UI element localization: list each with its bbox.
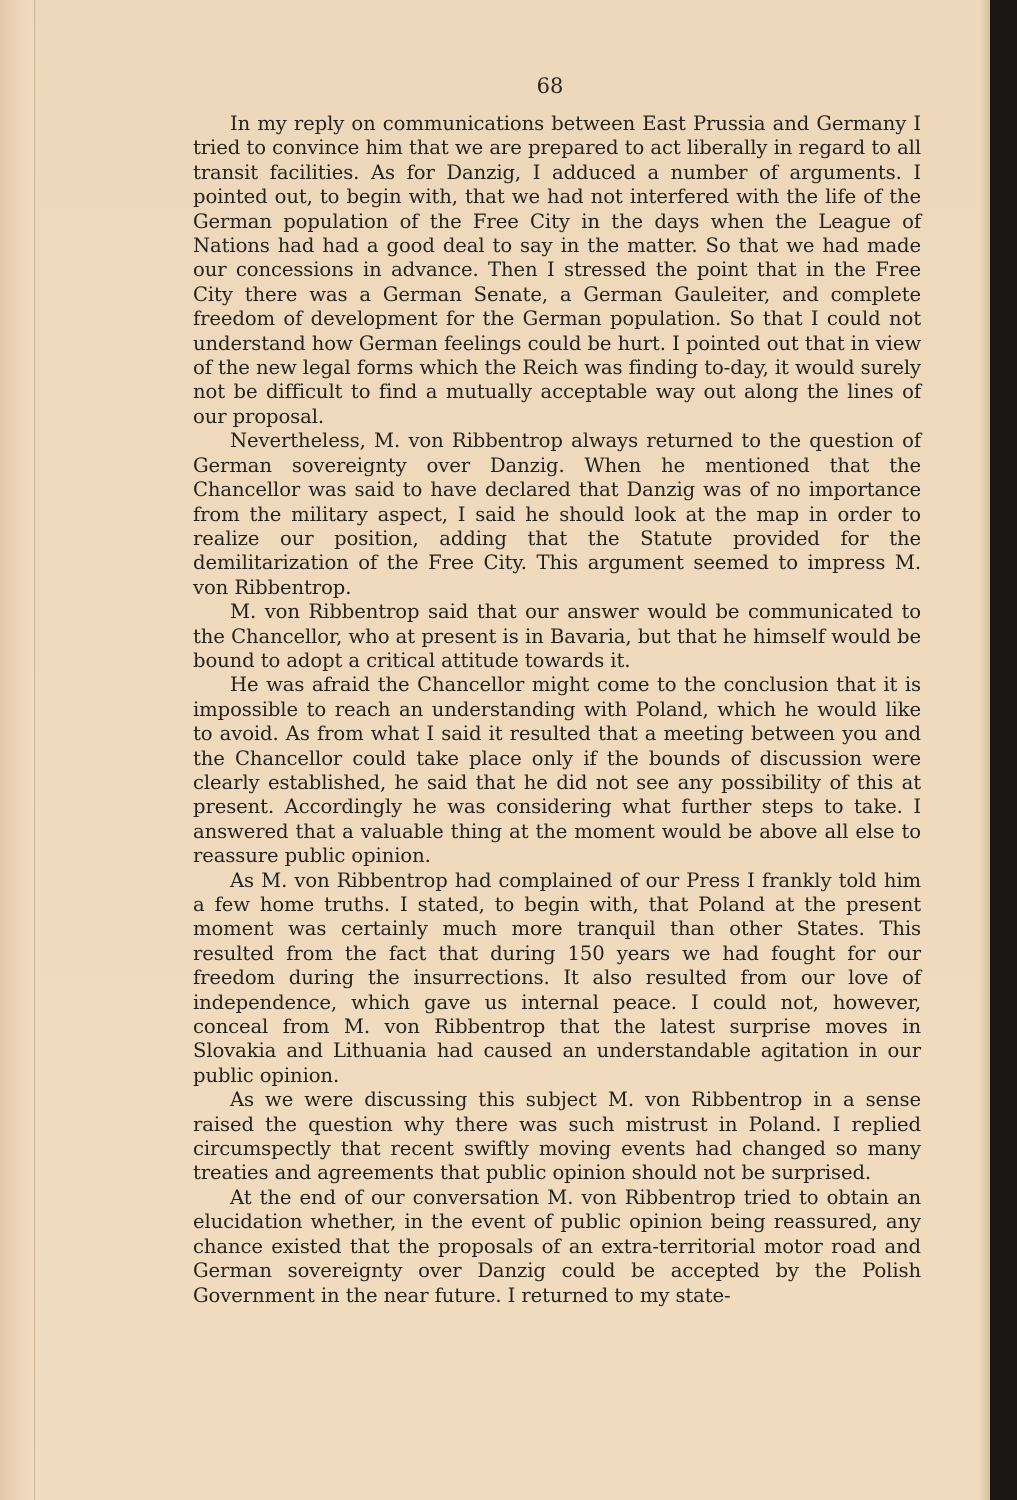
paragraph-5: As M. von Ribbentrop had complained of our Press I frankly told him a few home truths. I stated, to begin with, that Poland at the present moment was certainly much more tranquil than other States. This resulted from the fact that during 150 years we had fought for our freedom during the insurrections. It also resulted from our love of independence, which gave us internal peace. I could not, however, conceal from M. von Ribbentrop that the latest surprise moves in Slovakia and Lithuania had caused an understandable agitation in our public opinion. (193, 868, 921, 1087)
paragraph-7: At the end of our conversation M. von Ribbentrop tried to obtain an elucidation whether, in the event of public opinion being reassured, any chance existed that the proposals of an extra-territorial motor road and German sovereignty over Danzig could be accepted by the Polish Government in the near future. I returned to my state- (193, 1185, 921, 1307)
paragraph-4: He was afraid the Chancellor might come to the conclusion that it is impossible to reach an understanding with Poland, which he would like to avoid. As from what I said it resulted that a meeting between you and the Chancellor could take place only if the bounds of discussion were clearly established, he said that he did not see any possibility of this at present. Accordingly he was considering what further steps to take. I answered that a valuable thing at the moment would be above all else to reassure public opinion. (193, 673, 921, 868)
paragraph-3: M. von Ribbentrop said that our answer would be communicated to the Chancellor, who at present is in Bavaria, but that he himself would be bound to adopt a critical attitude towards it. (193, 600, 921, 672)
paragraph-6: As we were discussing this subject M. von Ribbentrop in a sense raised the question why there was such mistrust in Poland. I replied circumspectly that recent swiftly moving events had changed so many treaties and agreements that public opinion should not be surprised. (193, 1088, 921, 1185)
page-number: 68 (536, 74, 564, 98)
body-text (193, 112, 921, 1308)
paragraph-2: Nevertheless, M. von Ribbentrop always returned to the question of German sovereignty over Danzig. When he mentioned that the Chancellor was said to have declared that Danzig was of no importance from the military aspect, I said he should look at the map in order to realize our position, adding that the Statute provided for the demilitarization of the Free City. This argument seemed to impress M. von Ribbentrop. (193, 429, 921, 599)
paragraph-1: In my reply on communications between East Prussia and Germany I tried to convince him that we are prepared to act liberally in regard to all transit facilities. As for Danzig, I adduced a number of arguments. I pointed out, to begin with, that we had not interfered with the life of the German population of the Free City in the days when the League of Nations had had a good deal to say in the matter. So that we had made our concessions in advance. Then I stressed the point that in the Free City there was a German Senate, a German Gauleiter, and complete freedom of development for the German population. So that I could not understand how German feelings could be hurt. I pointed out that in view of the new legal forms which the Reich was finding to-day, it would surely not be difficult to find a mutually acceptable way out along the lines of our proposal. (193, 112, 921, 428)
page-right-edge (978, 0, 990, 1500)
page-binding-edge (0, 0, 35, 1500)
